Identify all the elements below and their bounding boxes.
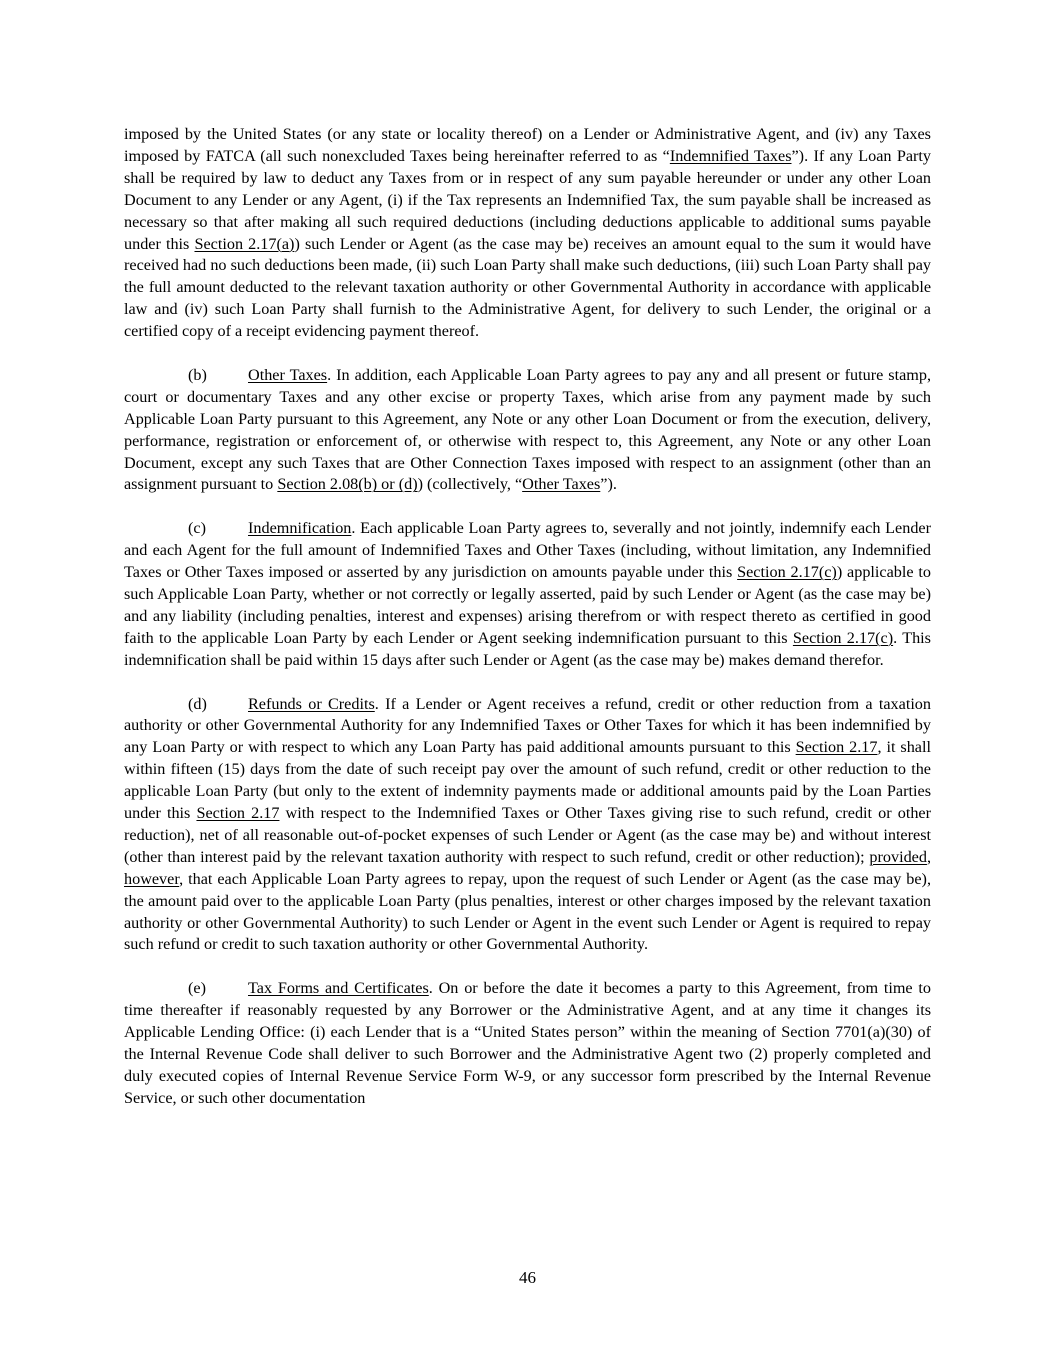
clause-heading: Refunds or Credits (248, 694, 375, 713)
text-run: . In addition, each Applicable Loan Party agrees to pay any and all present or future stamp, court or documentary Taxes and any other excise or property Taxes, which arise from any payment made by such Applicable Loan Party pursuant to this Agreement, any Note or any other Loan Document or from the execution, delivery, performance, registration or enforcement of, or otherwise with respect to, this Agreement, any Note or any other Loan Document, except any such Taxes that are Other Connection Taxes imposed with respect to an assignment (other than an assignment pursuant to (124, 365, 931, 494)
text-run: . On or before the date it becomes a party to this Agreement, from time to time thereafter if reasonably requested by any Borrower or the Administrative Agent, and at any time it changes its Applicable Lending Office: (i) each Lender that is a “United States person” within the meaning of Section 7701(a)(30) of the Internal Revenue Code shall deliver to such Borrower and the Administrative Agent two (2) properly completed and duly executed copies of Internal Revenue Service Form W-9, or any successor form prescribed by the Internal Revenue Service, or such other documentation (124, 979, 931, 1107)
defined-term-indemnified-taxes: Indemnified Taxes (669, 146, 792, 165)
text-run: ) such Lender or Agent (as the case may be) receives an amount equal to the sum it would have received had no such deductions been made, (ii) such Loan Party shall make such deductions, (iii) such Loan Party shall pay the full amount deducted to the relevant taxation authority or other Governmental Authority in accordance with applicable law and (iv) such Loan Party shall furnish to the Administrative Agent, for delivery to such Lender, the original or a certified copy of a receipt evidencing payment thereof. (124, 234, 931, 341)
paragraph-b-other-taxes (124, 365, 931, 496)
page-number: 46 (519, 1268, 536, 1287)
paragraph-e-tax-forms (124, 978, 931, 1109)
clause-marker: (c) (188, 519, 206, 538)
text-run: with respect to the Indemnified Taxes or Other Taxes giving rise to such refund, credit or other reduction), net of all reasonable out-of-pocket expenses of such Lender or Agent (as the case may be) and without interest (other than interest paid by the relevant taxation authority with respect to such refund, credit or other reduction); (124, 804, 931, 866)
section-reference: Section 2.17(c) (737, 563, 837, 582)
text-run: ) (collectively, “ (417, 475, 523, 494)
clause-heading: Indemnification (248, 519, 352, 538)
text-run: . This indemnification shall be paid within 15 days after such Lender or Agent (as the case may be) makes demand therefor. (124, 628, 931, 669)
clause-marker: (d) (188, 694, 207, 713)
proviso-term-provided: provided (869, 847, 927, 866)
text-run: , that each Applicable Loan Party agrees to repay, upon the request of such Lender or Agent (as the case may be), the amount paid over to the applicable Loan Party (plus penalties, interest or other charges imposed by the relevant taxation authority or other Governmental Authority) to such Lender or Agent in the event such Lender or Agent is required to repay such refund or credit to such taxation authority or other Governmental Authority. (124, 869, 931, 954)
proviso-term-however: however (124, 869, 180, 888)
text-run: , it shall within fifteen (15) days from the date of such receipt pay over the amount of such refund, credit or other reduction to the applicable Loan Party (but only to the extent of indemnity payments made or additional amounts paid by the Loan Parties under this (124, 738, 931, 823)
text-run: , (926, 847, 931, 866)
paragraph-d-refunds-or-credits (124, 694, 931, 957)
text-run: . If a Lender or Agent receives a refund, credit or other reduction from a taxation authority or other Governmental Authority for any Indemnified Taxes or Other Taxes for which it has been indemnified by any Loan Party or with respect to which any Loan Party has paid additional amounts pursuant to this (124, 694, 931, 757)
section-reference: Section 2.17(a) (194, 234, 295, 253)
text-run: ”). If any Loan Party shall be required by law to deduct any Taxes from or in respect of any sum payable hereunder or under any other Loan Document to any Lender or any Agent, (i) if the Tax represents an Indemnified Tax, the sum payable shall be increased as necessary so that after making all such required deductions (including deductions applicable to additional sums payable under this (124, 146, 932, 253)
paragraph-continuation (124, 124, 931, 343)
defined-term-other-taxes: Other Taxes (522, 475, 601, 494)
paragraph-c-indemnification (124, 518, 931, 671)
text-run: . Each applicable Loan Party agrees to, severally and not jointly, indemnify each Lender and each Agent for the full amount of Indemnified Taxes and Other Taxes (including, without limitation, any Indemnified Taxes or Other Taxes imposed or asserted by any jurisdiction on amounts payable under this (124, 519, 931, 582)
text-run: ) applicable to such Applicable Loan Party, whether or not correctly or legally asserted, paid by such Lender or Agent (as the case may be) and any liability (including penalties, interest and expenses) arising therefrom or with respect thereto as certified in good faith to the applicable Loan Party by each Lender or Agent seeking indemnification pursuant to this (124, 563, 931, 647)
section-reference: Section 2.17(c) (792, 628, 894, 647)
clause-marker: (e) (188, 979, 206, 998)
text-run: ”). (600, 475, 617, 494)
clause-marker: (b) (188, 365, 207, 384)
clause-heading: Other Taxes (248, 365, 328, 384)
section-reference: Section 2.17 (196, 804, 280, 823)
clause-heading: Tax Forms and Certificates (248, 979, 429, 998)
section-reference: Section 2.08(b) or (d) (277, 475, 418, 494)
document-page (124, 124, 931, 1110)
text-run: imposed by the United States (or any state or locality thereof) on a Lender or Administrative Agent, and (iv) any Taxes imposed by FATCA (all such nonexcluded Taxes being hereinafter referred to as “ (124, 125, 931, 165)
section-reference: Section 2.17 (795, 738, 878, 757)
